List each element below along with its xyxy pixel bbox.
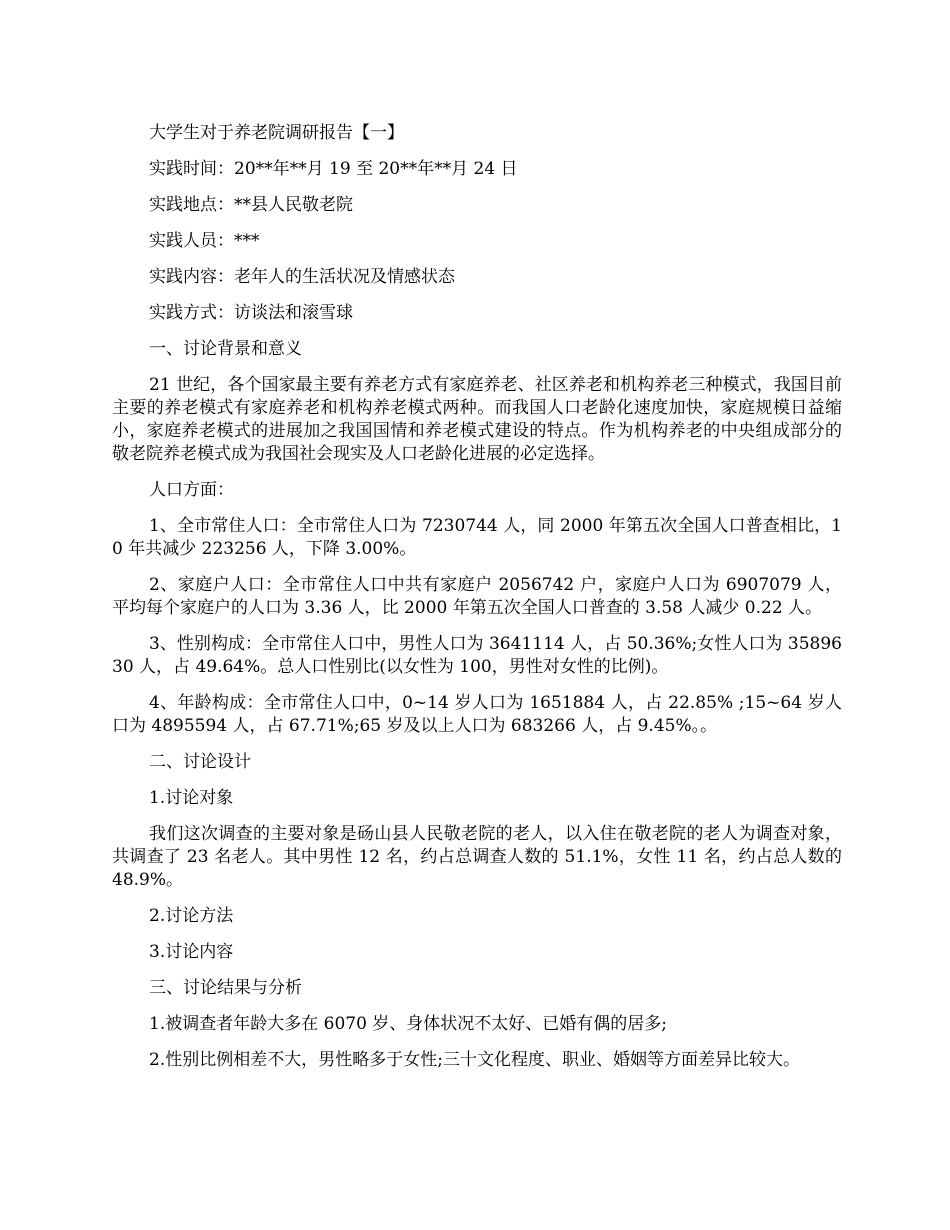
population-item-household: 2、家庭户人口：全市常住人口中共有家庭户 2056742 户，家庭户人口为 6907079 人，平均每个家庭户的人口为 3.36 人，比 2000 年第五次全国人口普查的 3.58 人减少 0.22 人。 [112,575,842,618]
practice-method: 实践方式：访谈法和滚雪球 [149,303,353,323]
practice-content: 实践内容：老年人的生活状况及情感状态 [149,267,455,287]
report-title: 大学生对于养老院调研报告【一】 [149,123,404,143]
section-heading-background: 一、讨论背景和意义 [149,339,302,359]
document-page [112,122,842,1085]
subheading-method: 2.讨论方法 [149,906,234,926]
population-item-gender: 3、性别构成：全市常住人口中，男性人口为 3641114 人，占 50.36%;女性人口为 3589630 人，占 49.64%。总人口性别比(以女性为 100，男性对女性的比例)。 [112,634,842,677]
result-item-1: 1.被调查者年龄大多在 6070 岁、身体状况不太好、已婚有偶的居多; [149,1014,668,1034]
section-heading-results: 三、讨论结果与分析 [149,978,302,998]
practice-location: 实践地点：**县人民敬老院 [149,195,353,215]
population-item-age: 4、年龄构成：全市常住人口中，0~14 岁人口为 1651884 人，占 22.85% ;15~64 岁人口为 4895594 人，占 67.71%;65 岁及以上人口为 683266 人，占 9.45%。。 [112,693,842,736]
result-item-2: 2.性别比例相差不大，男性略多于女性;三十文化程度、职业、婚姻等方面差异比较大。 [149,1050,800,1070]
subheading-subjects: 1.讨论对象 [149,788,234,808]
background-paragraph: 21 世纪，各个国家最主要有养老方式有家庭养老、社区养老和机构养老三种模式，我国目前主要的养老模式有家庭养老和机构养老模式两种。而我国人口老龄化速度加快，家庭规模日益缩小，家庭养老模式的进展加之我国国情和养老模式建设的特点。作为机构养老的中央组成部分的敬老院养老模式成为我国社会现实及人口老龄化进展的必定选择。 [112,375,842,464]
practice-time: 实践时间：20**年**月 19 至 20**年**月 24 日 [149,159,518,179]
section-heading-design: 二、讨论设计 [149,752,251,772]
population-item-resident: 1、全市常住人口：全市常住人口为 7230744 人，同 2000 年第五次全国人口普查相比，10 年共减少 223256 人，下降 3.00%。 [112,516,842,559]
population-heading: 人口方面： [149,480,234,500]
practice-personnel: 实践人员：*** [149,231,260,251]
subjects-paragraph: 我们这次调查的主要对象是砀山县人民敬老院的老人，以入住在敬老院的老人为调查对象，共调查了 23 名老人。其中男性 12 名，约占总调查人数的 51.1%，女性 11 名，约占总人数的 48.9%。 [112,824,842,890]
subheading-content: 3.讨论内容 [149,942,234,962]
